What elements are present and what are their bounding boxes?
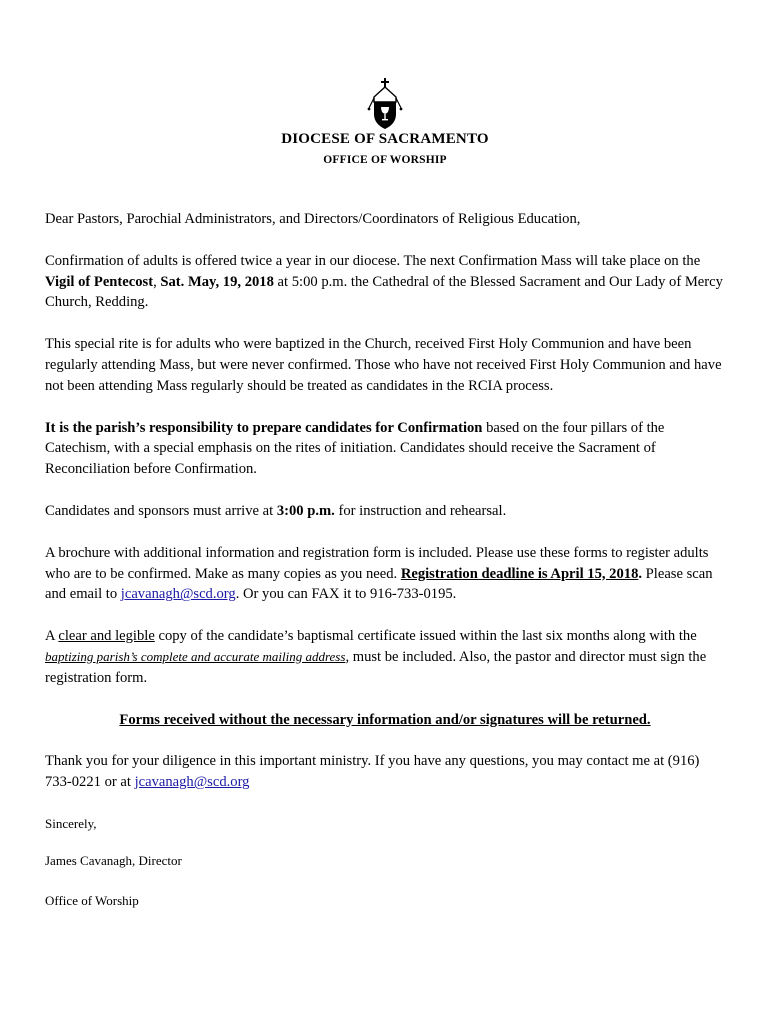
signature-name: James Cavanagh, Director [45, 852, 182, 868]
paragraph-responsibility: It is the parish’s responsibility to prepare candidates for Confirmation based on the four pillars of the Catechism, with a special emphasis on the rites of initiation. Candidates should receive the Sacrament of Reconciliation before Confirmation. [45, 419, 665, 478]
registration-deadline: Registration deadline is April 15, 2018 [400, 565, 639, 582]
event-name: Vigil of Pentecost [45, 273, 154, 290]
contact-email-link[interactable]: jcavanagh@scd.org [134, 774, 250, 791]
closing: Sincerely, [45, 815, 97, 831]
email-link[interactable]: jcavanagh@scd.org [120, 586, 236, 603]
salutation: Dear Pastors, Parochial Administrators, and Directors/Coordinators of Religious Education, [45, 211, 581, 227]
letterhead-subtitle: OFFICE OF WORSHIP [323, 154, 447, 166]
letterhead-title: DIOCESE OF SACRAMENTO [281, 131, 489, 147]
paragraph-confirmation-date: Confirmation of adults is offered twice a year in our diocese. The next Confirmation Mass will take place on the Vigil of Pentecost, Sat. May, 19, 2018 at 5:00 p.m. the Cathedral of the Blessed Sacrament and Our Lady of Mercy Church, Redding. [45, 252, 723, 311]
paragraph-arrival-time: Candidates and sponsors must arrive at 3:00 p.m. for instruction and rehearsal. [45, 502, 507, 519]
signature-office: Office of Worship [45, 892, 139, 908]
diocese-crest-logo [366, 78, 404, 130]
letter-body [45, 209, 725, 931]
event-date: Sat. May, 19, 2018 [160, 273, 274, 290]
paragraph-baptismal-certificate: A clear and legible copy of the candidate’s baptismal certificate issued within the last six months along with the baptizing parish’s complete and accurate mailing address, must be included. Also, the pastor and director must sign the registration form. [45, 628, 707, 686]
paragraph-registration: A brochure with additional information and registration form is included. Please use these forms to register adults who are to be confirmed. Make as many copies as you need. Registration deadline is April 15, 2018. Please scan and email to jcavanagh@scd.org. Or you can FAX it to 916-733-0195. [45, 544, 713, 603]
paragraph-eligibility: This special rite is for adults who were baptized in the Church, received First Holy Communion and have been regularly attending Mass, but were never confirmed. Those who have not received First Holy Communion and have not been attending Mass regularly should be treated as candidates in the RCIA process. [45, 336, 722, 394]
paragraph-warning: Forms received without the necessary information and/or signatures will be returned. [119, 711, 651, 728]
arrival-time: 3:00 p.m. [276, 502, 335, 519]
paragraph-thanks: Thank you for your diligence in this important ministry. If you have any questions, you may contact me at (916) 733-0221 or at jcavanagh@scd.org [45, 753, 700, 791]
